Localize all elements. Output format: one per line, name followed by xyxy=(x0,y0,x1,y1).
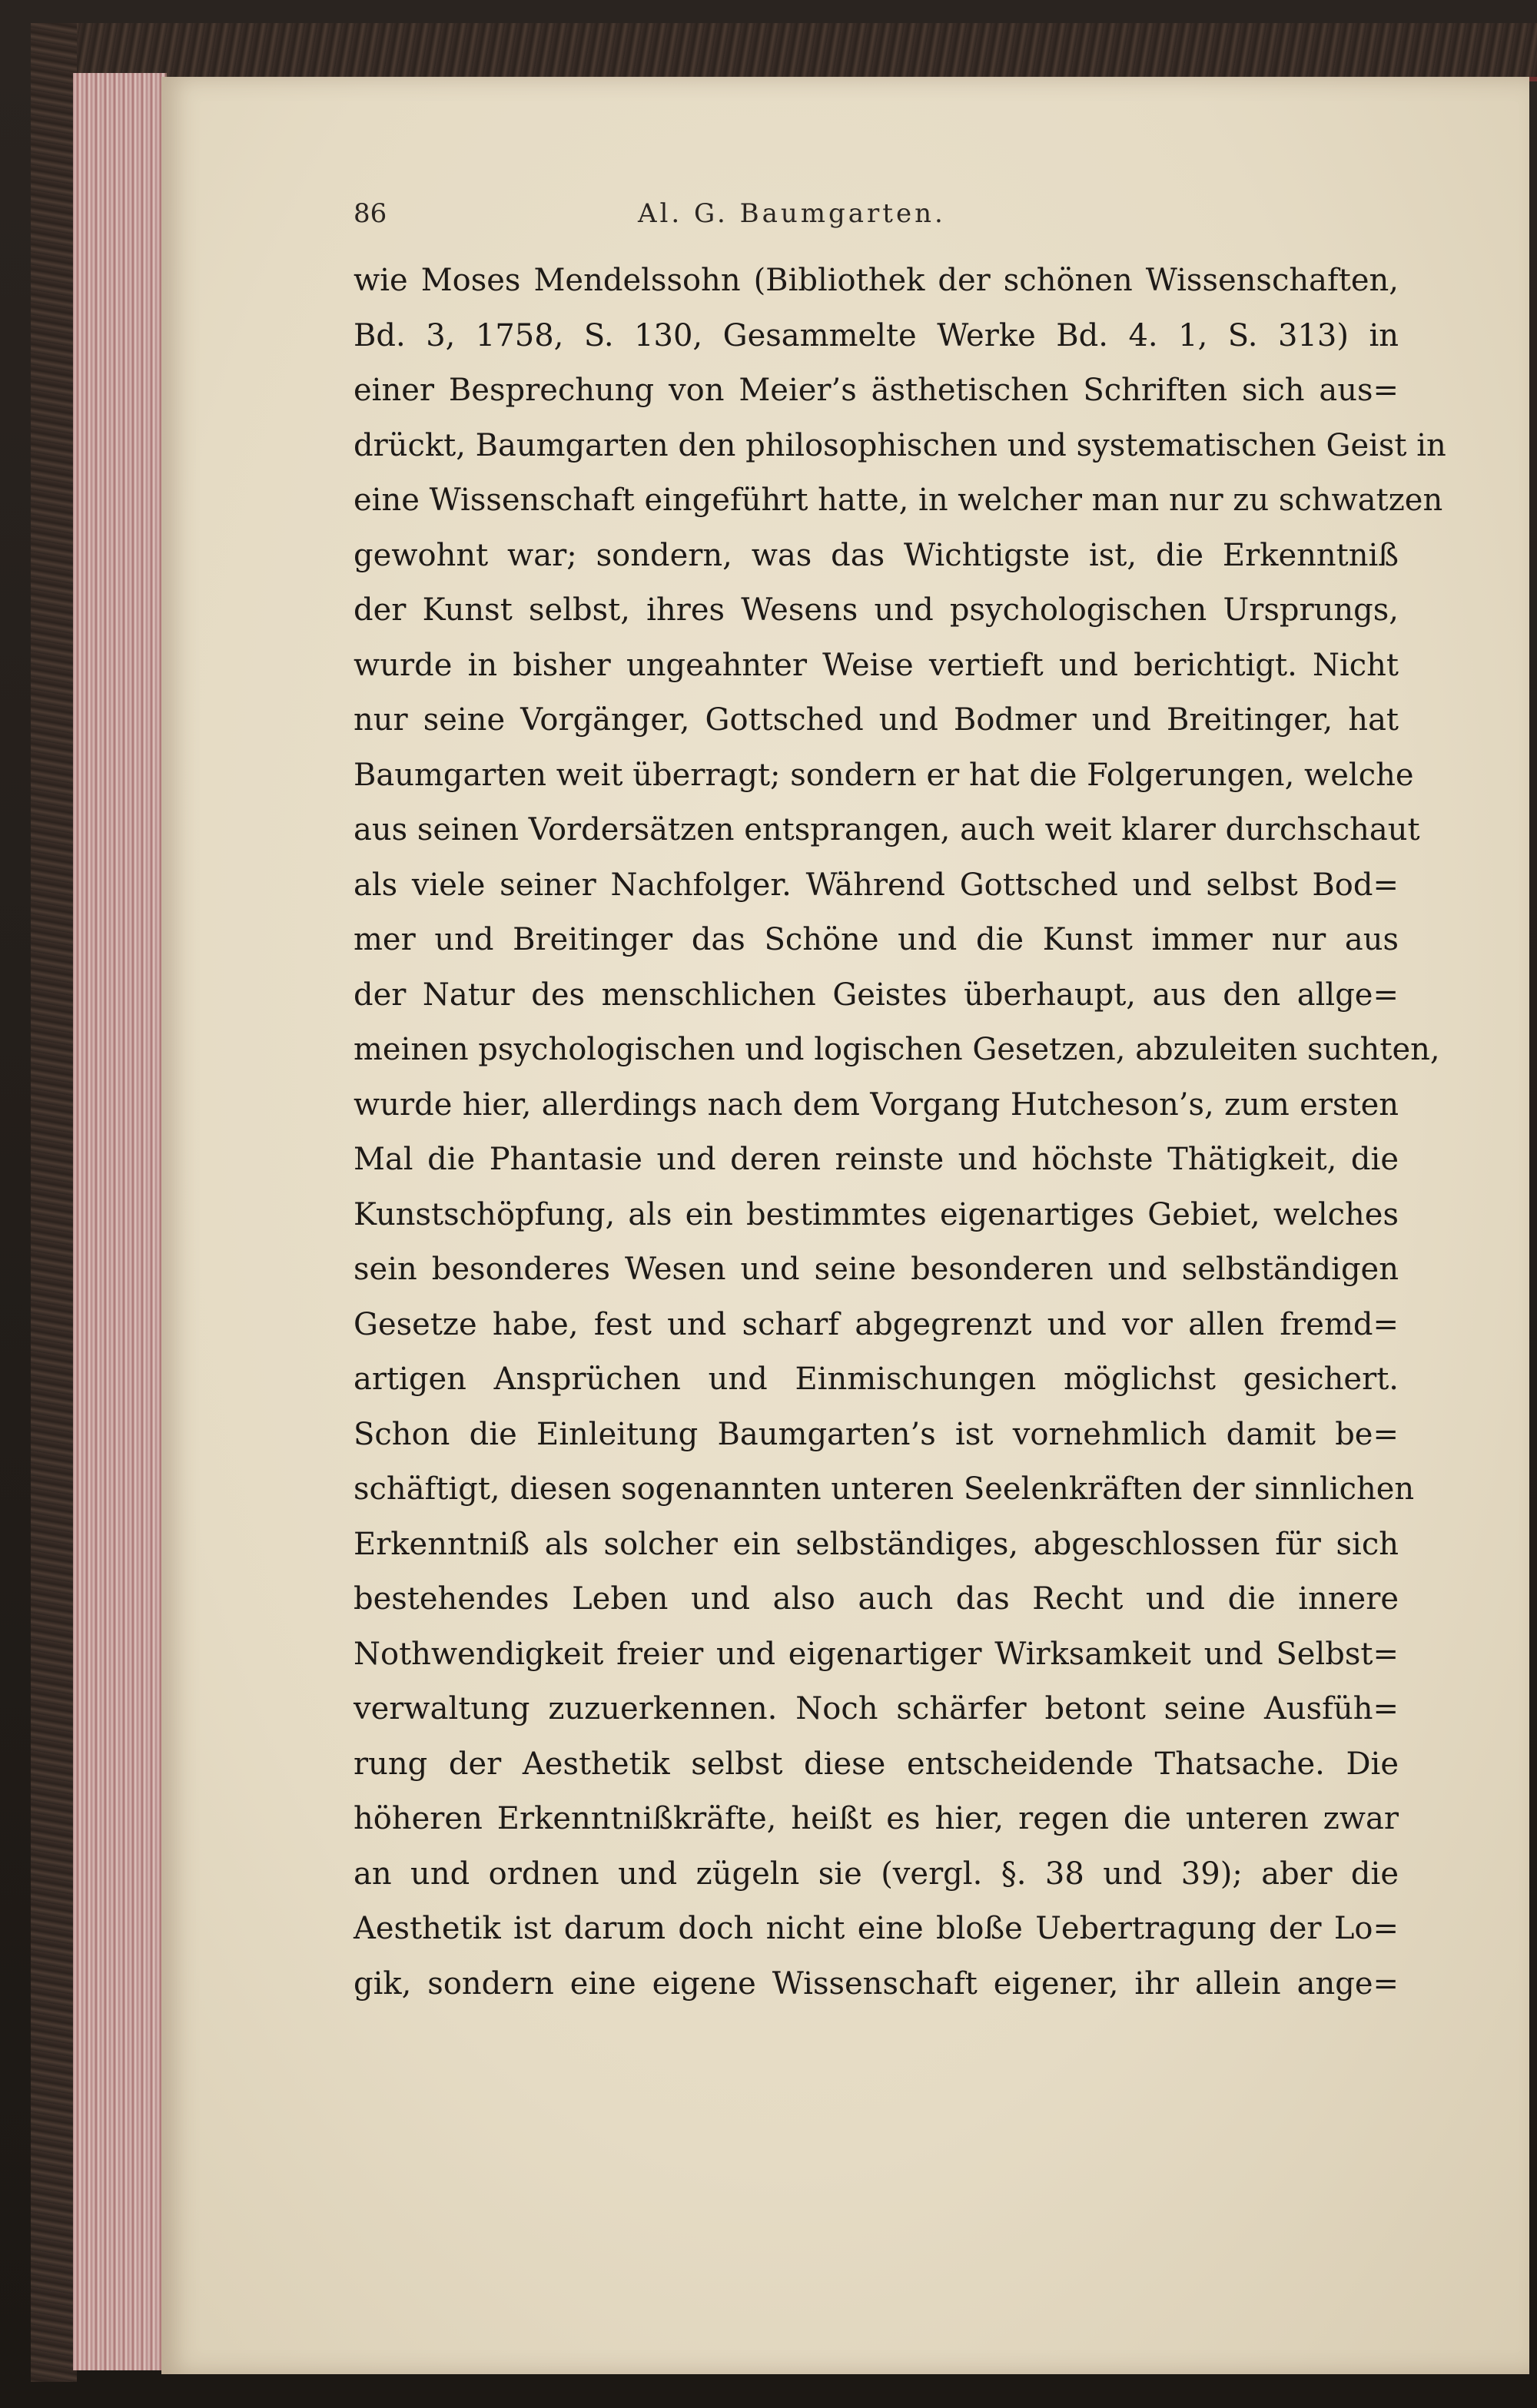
text-line: Baumgarten weit überragt; sondern er hat die Folgerungen, welche xyxy=(354,757,1414,793)
running-head: Al. G. Baumgarten. xyxy=(638,198,946,229)
text-line: der Kunst selbst, ihres Wesens und psychologischen Ursprungs, xyxy=(354,592,1399,628)
text-line: verwaltung zuzuerkennen. Noch schärfer betont seine Ausfüh= xyxy=(354,1691,1399,1726)
text-line: mer und Breitinger das Schöne und die Kunst immer nur aus xyxy=(354,922,1399,957)
text-line: schäftigt, diesen sogenannten unteren Seelenkräften der sinnlichen xyxy=(354,1471,1415,1507)
text-line: Bd. 3, 1758, S. 130, Gesammelte Werke Bd. 4. 1, S. 313) in xyxy=(354,317,1399,353)
text-line: gewohnt war; sondern, was das Wichtigste ist, die Erkenntniß xyxy=(354,537,1399,573)
text-line: nur seine Vorgänger, Gottsched und Bodmer und Breitinger, hat xyxy=(354,702,1399,738)
text-line: meinen psychologischen und logischen Gesetzen, abzuleiten suchten, xyxy=(354,1032,1440,1067)
text-line: artigen Ansprüchen und Einmischungen möglichst gesichert. xyxy=(354,1362,1399,1397)
text-line: einer Besprechung von Meier’s ästhetischen Schriften sich aus= xyxy=(354,373,1399,408)
text-line: Gesetze habe, fest und scharf abgegrenzt und vor allen fremd= xyxy=(354,1306,1399,1342)
text-line: der Natur des menschlichen Geistes überhaupt, aus den allge= xyxy=(354,977,1399,1013)
text-line: Erkenntniß als solcher ein selbständiges, abgeschlossen für sich xyxy=(354,1526,1399,1562)
text-line: Nothwendigkeit freier und eigenartiger Wirksamkeit und Selbst= xyxy=(354,1636,1399,1672)
text-line: Schon die Einleitung Baumgarten’s ist vornehmlich damit be= xyxy=(354,1416,1399,1452)
page-number: 86 xyxy=(354,198,387,229)
text-line: als viele seiner Nachfolger. Während Gottsched und selbst Bod= xyxy=(354,867,1399,903)
book-cover-top-edge xyxy=(31,23,1537,81)
book-cover-left-edge xyxy=(31,23,77,2382)
body-text xyxy=(354,254,1446,2036)
text-line: Mal die Phantasie und deren reinste und höchste Thätigkeit, die xyxy=(354,1142,1399,1177)
text-line: Kunstschöpfung, als ein bestimmtes eigenartiges Gebiet, welches xyxy=(354,1196,1399,1232)
page-header xyxy=(354,198,1391,237)
text-line: an und ordnen und zügeln sie (vergl. §. 38 und 39); aber die xyxy=(354,1856,1399,1892)
text-line: Aesthetik ist darum doch nicht eine bloße Uebertragung der Lo= xyxy=(354,1911,1399,1946)
text-line: wie Moses Mendelssohn (Bibliothek der schönen Wissenschaften, xyxy=(354,263,1399,298)
page-stack-edges xyxy=(73,73,167,2370)
text-line: wurde hier, allerdings nach dem Vorgang Hutcheson’s, zum ersten xyxy=(354,1086,1399,1123)
text-line: sein besonderes Wesen und seine besonderen und selbständigen xyxy=(354,1252,1399,1287)
text-line: drückt, Baumgarten den philosophischen und systematischen Geist in xyxy=(354,427,1446,463)
text-line: rung der Aesthetik selbst diese entscheidende Thatsache. Die xyxy=(354,1746,1399,1782)
text-line: wurde in bisher ungeahnter Weise vertieft und berichtigt. Nicht xyxy=(354,647,1399,683)
text-line: höheren Erkenntnißkräfte, heißt es hier, regen die unteren zwar xyxy=(354,1801,1399,1836)
text-line: gik, sondern eine eigene Wissenschaft eigener, ihr allein ange= xyxy=(354,1965,1399,2002)
text-line: eine Wissenschaft eingeführt hatte, in welcher man nur zu schwatzen xyxy=(354,483,1443,518)
text-line: aus seinen Vordersätzen entsprangen, auch weit klarer durchschaut xyxy=(354,812,1420,847)
text-line: bestehendes Leben und also auch das Recht und die innere xyxy=(354,1581,1399,1617)
